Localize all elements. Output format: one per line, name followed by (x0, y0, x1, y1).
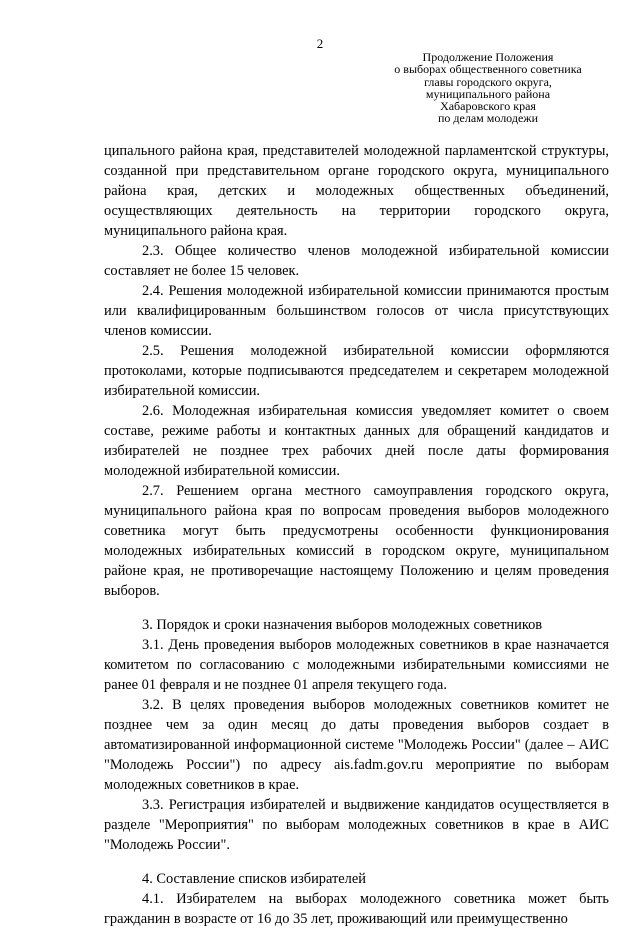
document-header (368, 51, 608, 125)
paragraph-2-7: 2.7. Решением органа местного самоуправления городского округа, муниципального района края по вопросам проведения выборов молодежного советника могут быть предусмотрены особенности функционирования молодежных избирательных комиссий в городском округе, муниципальном районе края, не противоречащие настоящему Положению и целям проведения выборов. (104, 483, 609, 599)
section-heading-3: 3. Порядок и сроки назначения выборов молодежных советников (142, 617, 543, 633)
header-line: о выборах общественного советника (394, 62, 582, 77)
paragraph-4-1: 4.1. Избирателем на выборах молодежного советника может быть гражданин в возрасте от 16 до 35 лет, проживающий или преимущественно (104, 891, 609, 927)
header-line: муниципального района (425, 86, 551, 101)
paragraph-2-3: 2.3. Общее количество членов молодежной избирательной комиссии составляет не более 15 человек. (104, 243, 609, 279)
paragraph-2-5: 2.5. Решения молодежной избирательной комиссии оформляются протоколами, которые подписываются председателем и секретарем молодежной избирательной комиссии. (104, 343, 609, 399)
paragraph-3-2: 3.2. В целях проведения выборов молодежных советников комитет не позднее чем за один месяц до даты проведения выборов создает в автоматизированной информационной системе "Молодежь России" (далее – АИС "Молодежь России") по адресу ais.fadm.gov.ru мероприятие по выборам молодежных советников в крае. (104, 697, 609, 793)
page-number: 2 (316, 36, 324, 51)
section-spacer (104, 855, 609, 869)
section-spacer (104, 601, 609, 615)
header-line: по делам молодежи (438, 111, 538, 126)
document-body (104, 141, 609, 929)
paragraph-2-4: 2.4. Решения молодежной избирательной комиссии принимаются простым или квалифицированным большинством голосов от числа присутствующих членов комиссии. (104, 283, 609, 339)
paragraph-3-1: 3.1. День проведения выборов молодежных советников в крае назначается комитетом по согласованию с молодежными избирательными комиссиями не ранее 01 февраля и не позднее 01 апреля текущего года. (104, 637, 609, 693)
paragraph-continuation: ципального района края, представителей молодежной парламентской структуры, созданной при представительном органе городского округа, муниципального района края, детских и молодежных общественных объединений, осуществляющих деятельность на территории городского округа, муниципального района края. (104, 143, 609, 239)
paragraph-2-6: 2.6. Молодежная избирательная комиссия уведомляет комитет о своем составе, режиме работы и контактных данных для обращений кандидатов и избирателей не позднее трех рабочих дней после даты формирования молодежной избирательной комиссии. (104, 403, 609, 479)
header-line: Хабаровского края (440, 99, 536, 114)
header-line: главы городского округа, (424, 74, 552, 89)
paragraph-3-3: 3.3. Регистрация избирателей и выдвижение кандидатов осуществляется в разделе "Мероприятия" по выборам молодежных советников в крае в АИС "Молодежь России". (104, 797, 609, 853)
section-heading-4: 4. Составление списков избирателей (142, 871, 366, 887)
header-line: Продолжение Положения (422, 50, 554, 64)
